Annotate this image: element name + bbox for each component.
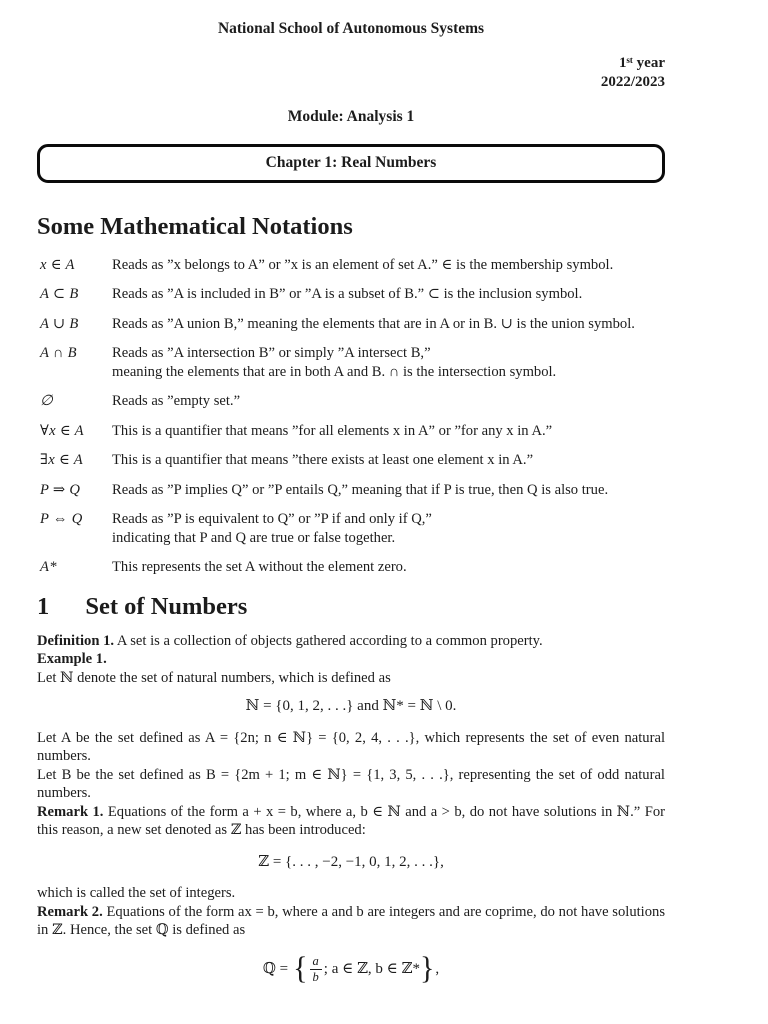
notation-text: Reads as ”x belongs to A” or ”x is an element of set A.” ∈ is the membership symbol. <box>112 256 614 273</box>
notation-symbol: A* <box>40 559 57 575</box>
notation-row <box>37 558 665 577</box>
notation-symbol: ∅ <box>40 393 54 409</box>
notation-symbol: ∃x ∈ A <box>40 452 83 468</box>
fraction-numerator: a <box>310 955 322 970</box>
set-b-paragraph: Let B be the set defined as B = {2m + 1; m ∈ ℕ} = {1, 3, 5, . . .}, representing the set of odd natural numbers. <box>37 766 665 801</box>
notation-symbol: ∀x ∈ A <box>40 422 84 439</box>
notation-symbol: A ∩ B <box>40 345 77 361</box>
notation-text: Reads as ”A union B,” meaning the elements that are in A or in B. ∪ is the union symbol. <box>112 315 635 332</box>
notation-text: This is a quantifier that means ”there exists at least one element x in A.” <box>112 452 534 468</box>
remark1-label: Remark 1. <box>37 803 104 820</box>
notation-row <box>37 344 665 381</box>
natural-numbers-intro: Let ℕ denote the set of natural numbers, which is defined as <box>37 669 391 686</box>
notation-text: This represents the set A without the element zero. <box>112 559 407 575</box>
set-a-paragraph: Let A be the set defined as A = {2n; n ∈ ℕ} = {0, 2, 4, . . .}, which represents the set of even natural numbers. <box>37 729 665 764</box>
module-title: Module: Analysis 1 <box>287 107 415 125</box>
school-title: National School of Autonomous Systems <box>217 20 485 37</box>
notation-text-line: Reads as ”A intersection B” or simply ”A intersect B,” <box>112 345 431 361</box>
notation-row <box>37 481 665 500</box>
notation-row <box>37 510 665 547</box>
academic-year: 2022/2023 <box>600 73 665 90</box>
notation-row <box>37 422 665 441</box>
notations-list <box>37 256 665 577</box>
section-number: 1 <box>37 592 50 620</box>
year-block <box>37 54 665 92</box>
natural-numbers-formula: ℕ = {0, 1, 2, . . .} and ℕ* = ℕ \ 0. <box>245 698 457 714</box>
integers-formula: ℤ = {. . . , −2, −1, 0, 1, 2, . . .}, <box>258 853 444 870</box>
notations-heading: Some Mathematical Notations <box>37 212 353 240</box>
notation-text-line: Reads as ”P is equivalent to Q” or ”P if and only if Q,” <box>112 511 432 527</box>
notation-row <box>37 315 665 334</box>
notation-symbol: A ∪ B <box>40 315 79 332</box>
notation-symbol: P ⇔ Q <box>40 511 83 527</box>
notation-symbol: A ⊂ B <box>40 286 79 302</box>
trailing-comma: , <box>435 960 440 977</box>
remark2-text: Equations of the form ax = b, where a and b are integers and are coprime, do not have solutions in ℤ. Hence, the set ℚ is defined as <box>37 903 665 938</box>
example-paragraph <box>37 650 665 669</box>
notation-symbol: P ⇒ Q <box>40 481 81 498</box>
study-year: 1ˢᵗ year <box>618 54 665 71</box>
notation-row <box>37 285 665 304</box>
section-title: Set of Numbers <box>85 592 248 620</box>
example-label: Example 1. <box>37 651 107 667</box>
notation-text: Reads as ”P implies Q” or ”P entails Q,” meaning that if P is true, then Q is also true. <box>112 481 609 498</box>
definition-label: Definition 1. <box>37 632 115 649</box>
notation-text: This is a quantifier that means ”for all elements x in A” or ”for any x in A.” <box>112 422 553 439</box>
notation-text-line: indicating that P and Q are true or false together. <box>112 529 396 546</box>
notation-text: Reads as ”empty set.” <box>112 393 241 409</box>
notation-text-line: meaning the elements that are in both A and B. ∩ is the intersection symbol. <box>112 363 557 380</box>
notation-row <box>37 392 665 411</box>
remark2-label: Remark 2. <box>37 903 103 920</box>
notation-text: Reads as ”A is included in B” or ”A is a subset of B.” ⊂ is the inclusion symbol. <box>112 286 583 302</box>
integers-caption: which is called the set of integers. <box>37 885 236 901</box>
fraction <box>310 955 322 984</box>
chapter-title: Chapter 1: Real Numbers <box>265 154 437 171</box>
chapter-title-box <box>37 144 665 183</box>
rationals-rhs: ; a ∈ ℤ, b ∈ ℤ* <box>323 960 420 977</box>
rationals-formula: ℚ = { $\frac{a}{b}$ ; a ∈ ℤ, b ∈ ℤ* } , <box>262 951 440 986</box>
remark1-paragraph <box>37 803 665 840</box>
notation-text <box>112 344 665 381</box>
remark2-paragraph <box>37 903 665 940</box>
fraction-denominator: b <box>312 969 319 984</box>
notation-text <box>112 510 665 547</box>
remark1-text: Equations of the form a + x = b, where a, b ∈ ℕ and a > b, do not have solutions in ℕ.” For this reason, a new set denoted as ℤ has been introduced: <box>37 803 665 838</box>
definition-text: A set is a collection of objects gathered according to a common property. <box>114 632 543 649</box>
section-heading <box>37 593 665 620</box>
notation-symbol: x ∈ A <box>40 256 75 273</box>
notation-row <box>37 451 665 470</box>
definition-paragraph <box>37 632 665 651</box>
notation-row <box>37 256 665 275</box>
rationals-lhs: ℚ = <box>262 960 289 977</box>
